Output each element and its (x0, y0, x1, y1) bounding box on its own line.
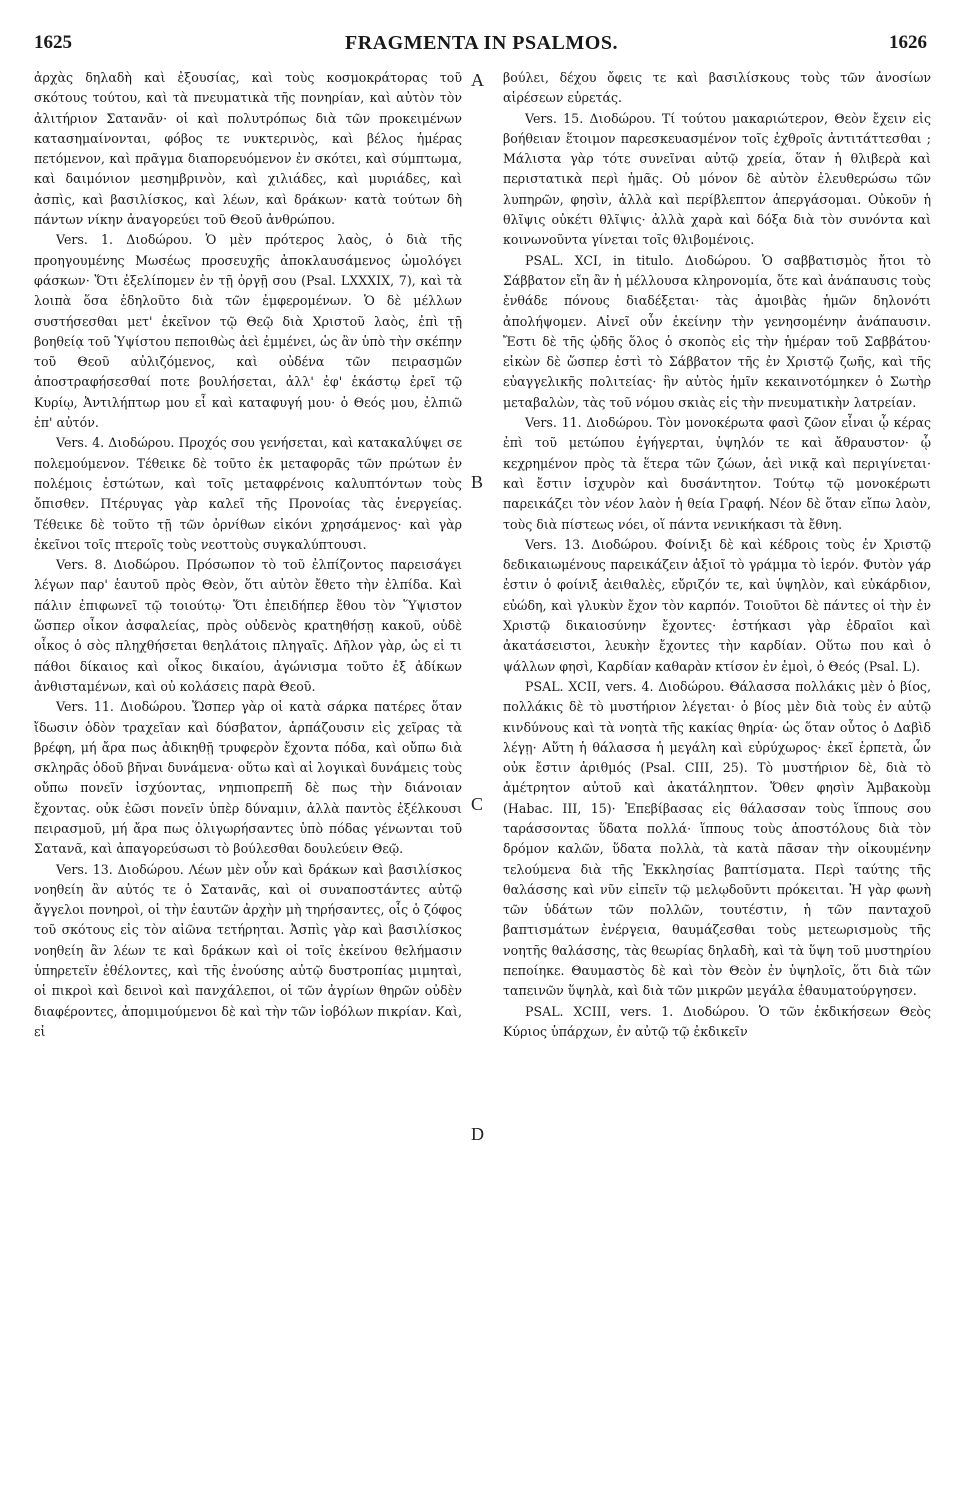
paragraph: PSAL. XCII, vers. 4. Διοδώρου. Θάλασσα πολλάκις μὲν ὁ βίος, πολλάκις δὲ τὸ μυστήριον λέγεται· ὁ βίος μὲν διὰ τοὺς ἐν αὐτῷ κινδύνους καὶ τὰ νοητὰ τῆς κακίας θηρία· ὡς ὅταν οὗτος ὁ Δαβὶδ λέγῃ· Αὕτη ἡ θάλασσα ἡ μεγάλη καὶ εὐρύχωρος· ἐκεῖ ἑρπετὰ, ὧν οὐκ ἔστιν ἀριθμός (Psal. CIII, 25). Τὸ μυστήριον δὲ, διὰ τὸ ἀμέτρητον αὐτοῦ καὶ ἀκατάληπτον. Ὅθεν φησὶν Ἀμβακοὺμ (Habac. III, 15)· Ἐπεβίβασας εἰς θάλασσαν τοὺς ἵππους σου ταράσσοντας ὕδατα πολλά· ἵππους τοὺς ἀποστόλους διὰ τὸν δρόμον καλῶν, ὕδατα πολλὰ, τὰ κατὰ πᾶσαν τὴν οἰκουμένην τελούμενα διὰ τῆς Ἐκκλησίας βαπτίσματα. Περὶ ταύτης τῆς θαλάσσης καὶ νῦν εἰπεῖν τῷ μελῳδοῦντι πρόκειται. Ἡ γὰρ φωνὴ τῶν ὑδάτων τῶν πολλῶν, τουτέστιν, ἡ τῶν πανταχοῦ βαπτισμάτων ἐνέργεια, θαυμάζεσθαι τοὺς μετεωρισμοὺς τῆς νοητῆς θαλάσσης, τὰς θεωρίας δηλαδὴ, καὶ τὰ ὕψη τοῦ μυστηρίου πεποίηκε. Θαυμαστὸς δὲ καὶ τὸν Θεὸν ἐν ὑψηλοῖς, ὅτι διὰ τῶν ταπεινῶν ὕψηλὰ, καὶ διὰ τῶν μικρῶν μεγάλα ἐθαυματούργησεν. (503, 678, 931, 999)
paragraph: ἀρχὰς δηλαδὴ καὶ ἐξουσίας, καὶ τοὺς κοσμοκράτορας τοῦ σκότους τούτου, καὶ τὰ πνευματικὰ τῆς πονηρίαν, καὶ αὐτὸν τὸν ἀλιτήριον Σατανᾶν· οἱ καὶ πολυτρόπως διὰ τῶν προκειμένων κατασημαίνονται, φόβος τε νυκτερινὸς, καὶ βέλος ἡμέρας πετόμενον, καὶ πρᾶγμα διαπορευόμενον ἐν σκότει, καὶ σύμπτωμα, καὶ δαιμόνιον μεσημβρινὸν, καὶ χιλιάδες, καὶ μυριάδες, καὶ ἀσπὶς, καὶ βασιλίσκος, καὶ λέων, καὶ δράκων· κατὰ τούτων δὴ πάντων νίκην ἀναγορεύει τοῦ Θεοῦ ἀνθρώπου. (34, 70, 462, 228)
running-header (0, 32, 963, 58)
paragraph: Vers. 11. Διοδώρου. Τὸν μονοκέρωτα φασὶ ζῶον εἶναι ᾧ κέρας ἐπὶ τοῦ μετώπου ἐγήγερται, ὑψηλόν τε καὶ ἄθραυστον· ᾧ κεχρημένον πρὸς τὰ ἕτερα τῶν ζώων, ἀεὶ νικᾷ καὶ περιγίνεται· καὶ ἔστιν ἰσχυρὸν καὶ δυσάντητον. Τούτῳ τῷ μονοκέρωτι παρεικάζει τὸν νέον λαὸν ἡ θεία Γραφή. Νέον δὲ ὅταν εἴπω λαὸν, τοὺς διὰ πίστεως νόει, οἵ πάντα νενικήκασι τὰ ἔθνη. (503, 415, 931, 532)
running-title: FRAGMENTA IN PSALMOS. (345, 32, 618, 54)
paragraph: Vers. 4. Διοδώρου. Προχός σου γενήσεται, καὶ κατακαλύψει σε πολεμούμενον. Τέθεικε δὲ τοῦτο ἐκ μεταφορᾶς τῶν πρώτων ἐν πολέμοις ἑστώτων, καὶ τοῖς μεταφρένοις καλυπτόντων τοὺς ὄπισθεν. Πτέρυγας γὰρ καλεῖ τῆς Προνοίας τὰς ἐνεργείας. Τέθεικε δὲ τοῦτο τῇ τῶν ὀρνίθων εἰκόνι χρησάμενος· καὶ γὰρ ἐκεῖνοι τοῖς πτεροῖς τοὺς νεοττοὺς συγκαλύπτουσι. (34, 435, 462, 552)
page-number-right: 1626 (889, 32, 927, 53)
margin-letter-b: B (471, 472, 484, 492)
left-column (34, 68, 462, 1488)
margin-letter-a: A (471, 70, 484, 90)
paragraph: Vers. 11. Διοδώρου. Ὥσπερ γὰρ οἱ κατὰ σάρκα πατέρες ὅταν ἴδωσιν ὁδὸν τραχεῖαν καὶ δύσβατον, ἁρπάζουσιν εἰς χεῖρας τὰ βρέφη, μή ἄρα πως ἀδικηθῇ τρυφερὸν ἔχοντα πόδα, καὶ οὔπω διὰ σκληρᾶς ὁδοῦ βῆναι δυνάμενα· οὕτω καὶ αἱ λογικαὶ δυνάμεις τοὺς οὔπω πονεῖν ἰσχύοντας, νηπιοπρεπῆ δὲ πως τὴν διάνοιαν ἔχοντας. οὐκ ἐῶσι πονεῖν ὑπὲρ δύναμιν, ἀλλὰ παντὸς ἐξέλκουσι πειρασμοῦ, μή ἄρα πως ὀλιγωρήσαντες ὑπὸ πόδας γένωνται τοῦ Σατανᾶ, καὶ ἀπαγορεύσωσι τὸ βούλεσθαι δουλεύειν Θεῷ. (34, 699, 462, 857)
paragraph: PSAL. XCIII, vers. 1. Διοδώρου. Ὁ τῶν ἐκδικήσεων Θεὸς Κύριος ὑπάρχων, ἐν αὐτῷ τῷ ἐκδικεῖν (503, 1003, 931, 1039)
paragraph: Vers. 8. Διοδώρου. Πρόσωπον τὸ τοῦ ἐλπίζοντος παρεισάγει λέγων παρ' ἑαυτοῦ πρὸς Θεὸν, ὅτι αὐτὸν ἔθετο τὴν ἐλπίδα. Καὶ πάλιν ἐπιφωνεῖ τῷ τοιούτῳ· Ὅτι ἐπειδήπερ ἔθου τὸν Ὕψιστον ὥσπερ οἶκον ἀσφαλείας, πρὸς οὐδενὸς κρατηθήσῃ κακοῦ, οὐδὲ οἶκος ὁ σὸς πληχθήσεται θεηλάτοις πληγαῖς. Δῆλον γὰρ, ὡς εἰ τι πάθοι δίκαιος καὶ οἶκος δικαίου, ἀγώνισμα τοῦτο ἐξ ἀδίκων ἀνθισταμένων, καὶ οὐ κολάσεις παρὰ Θεοῦ. (34, 557, 462, 694)
page-number-left: 1625 (34, 32, 72, 53)
paragraph: Vers. 15. Διοδώρου. Τί τούτου μακαριώτερον, Θεὸν ἔχειν εἰς βοήθειαν ἕτοιμον παρεσκευασμένον τοῖς ἐχθροῖς ἀντιτάττεσθαι ; Μάλιστα γὰρ τότε συνεῖναι αὐτῷ χρεία, ὅταν ἡ θλιβερὰ καὶ περιστατικὰ περὶ ἡμᾶς. Οὐ μόνον δὲ αὐτὸν ἐλευθερώσω τῶν λυπηρῶν, φησὶν, ἀλλὰ καὶ περίβλεπτον ἀπεργάσομαι. Οὐκοῦν ἡ θλῖψις οὐκέτι θλῖψις· ἀλλὰ χαρὰ καὶ δόξα διὰ τὸν συνόντα καὶ κοινωνοῦντα γίνεται τοῖς θλιβομένοις. (503, 110, 931, 248)
paragraph: Vers. 1. Διοδώρου. Ὁ μὲν πρότερος λαὸς, ὁ διὰ τῆς προηγουμένης Μωσέως προσευχῆς ἀποκλαυσάμενος ὡμολόγει φάσκων· Ὅτι ἐξελίπομεν ἐν τῇ ὀργῇ σου (Psal. LXXXIX, 7), καὶ τὰ λοιπὰ ὅσα ἐδηλοῦτο διὰ τῶν ἐμφερομένων. Ὁ δὲ μέλλων συστήσεσθαι μετ' ἐκεῖνον τῷ Θεῷ διὰ Χριστοῦ λαὸς, ἐπὶ τῇ βοηθείᾳ τοῦ Ὑψίστου πεποιθὼς ἀεὶ ἐμμένει, ὡς ἂν ὑπὸ τὴν σκέπην τοῦ Θεοῦ αὐλιζόμενος, καὶ οὐδένα τῶν πειρασμῶν ἀποστραφήσεσθαί ποτε βουλήσεται, ἀλλ' ἐφ' ἑκάστῳ ἐρεῖ τῷ Κυρίῳ, Ἀντιλήπτωρ μου εἶ καὶ καταφυγή μου· ὁ Θεός μου, ἐλπιῶ ἐπ' αὐτόν. (34, 232, 462, 431)
paragraph: βούλει, δέχου ὄφεις τε καὶ βασιλίσκους τοὺς τῶν ἀνοσίων αἱρέσεων εὑρετάς. (503, 70, 931, 106)
margin-letter-c: C (471, 794, 484, 814)
right-column (503, 68, 931, 1488)
paragraph: Vers. 13. Διοδώρου. Λέων μὲν οὖν καὶ δράκων καὶ βασιλίσκος νοηθείη ἂν αὐτός τε ὁ Σατανᾶς, καὶ οἱ συναποστάντες αὐτῷ ἄγγελοι πονηροὶ, οἱ τὴν ἑαυτῶν ἀρχὴν μὴ τηρήσαντες, οἷς ὁ ζόφος τοῦ σκότους εἰς τὸν αἰῶνα τετήρηται. Ἀσπὶς γὰρ καὶ βασιλίσκος νοηθείη ἂν λέων τε καὶ δράκων καὶ οἱ τοῖς ἐκείνου θελήμασιν ὑπηρετεῖν ἐθέλοντες, καὶ τῆς ἐνούσης αὐτῷ δυστροπίας μιμηταὶ, οἱ πικροὶ καὶ δεινοὶ καὶ πανχάλεποι, οἱ τῶν ἀγρίων θηρῶν οὐδὲν διαφέροντες, ἀπομιμούμενοι δὲ καὶ τὴν τῶν ἰοβόλων πικρίαν. Καὶ, εἰ (34, 861, 462, 1039)
paragraph: Vers. 13. Διοδώρου. Φοίνιξι δὲ καὶ κέδροις τοὺς ἐν Χριστῷ δεδικαιωμένους παρεικάζειν ἀξιοῖ τὸ γράμμα τὸ ἱερόν. Φυτὸν γάρ ἐστιν ὁ φοίνιξ ἀειθαλὲς, εὔριζόν τε, καὶ ὑψηλὸν, καὶ εὐκάρδιον, εὐώδη, καὶ γλυκὺν ἔχον τὸν καρπόν. Τοιοῦτοι δὲ πάντες οἱ τὴν ἐν Χριστῷ δικαιοσύνην ἔχοντες· ἑστήκασι γὰρ ἑδραῖοι καὶ ἀκατάσειστοι, λευκὴν ἔχοντες τὴν καρδίαν. Οὕτω που καὶ ὁ ψάλλων φησὶ, Καρδίαν καθαρὰν κτίσον ἐν ἐμοὶ, ὁ Θεός (Psal. L). (503, 536, 931, 674)
paragraph: PSAL. XCI, in titulo. Διοδώρου. Ὁ σαββατισμὸς ἤτοι τὸ Σάββατον εἴη ἂν ἡ μέλλουσα κληρονομία, ὅτε καὶ ἀνάπαυσις τοὺς ἐνθάδε πόνους διαδέξεται· τὰς ἀμοιβὰς ἡμῶν δηλονότι ἀπολήψομεν. Αἰνεῖ οὖν ἐκείνην τὴν γενησομένην ἀνάπαυσιν. Ἔστι δὲ τῆς ᾠδῆς ὅλος ὁ σκοπὸς εἰς τὴν ἡμέραν τοῦ Σαββάτου· εἰκὼν δὲ ὥσπερ ἐστὶ τὸ Σάββατον τῆς ἐν Χριστῷ ζωῆς, καὶ τῆς εὐαγγελικῆς πολιτείας· ἣν αὐτὸς ἡμῖν κεκαινοτόμηκεν ὁ Σωτὴρ μεταβαλὼν, τὰς τοῦ νόμου σκιὰς εἰς τὴν πνευματικὴν λατρείαν. (503, 252, 931, 410)
margin-letter-d: D (471, 1124, 484, 1144)
